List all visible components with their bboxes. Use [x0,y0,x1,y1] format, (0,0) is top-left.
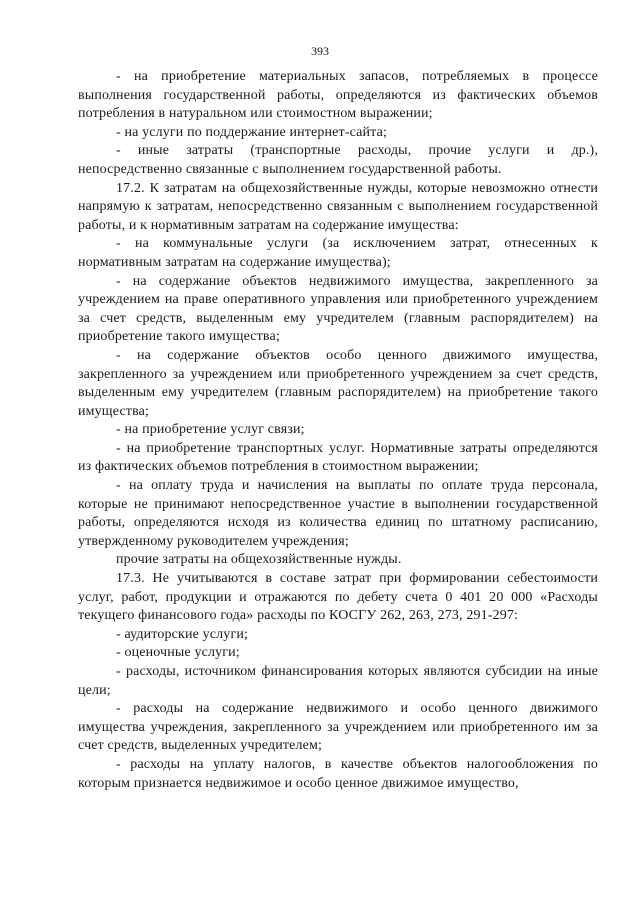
paragraph: - расходы, источником финансирования которых являются субсидии на иные цели; [78,664,598,698]
paragraph: 17.3. Не учитываются в составе затрат при формировании себестоимости услуг, работ, продукции и отражаются по дебету счета 0 401 20 000 «Расходы текущего финансового года» расходы по КОСГУ 262, 263, 273, 291-297: [78,571,598,624]
paragraph: прочие затраты на общехозяйственные нужды. [116,552,402,568]
paragraph: - оценочные услуги; [116,645,240,661]
paragraph: - иные затраты (транспортные расходы, прочие услуги и др.), непосредственно связанные с выполнением государственной работы. [78,143,598,177]
paragraph: - расходы на уплату налогов, в качестве объектов налогообложения по которым признается недвижимое и особо ценное движимое имущество, [78,756,598,791]
document-body [78,68,598,793]
paragraph: 17.2. К затратам на общехозяйственные нужды, которые невозможно отнести напрямую к затратам, непосредственно связанным с выполнением государственной работы, и к нормативным затратам на содержание имущества: [78,180,598,233]
paragraph: - на содержание объектов особо ценного движимого имущества, закрепленного за учреждением или приобретенного учреждением за счет средств, выделенным ему учредителем (главным распорядителем) на приобретение такого имущества; [78,347,598,419]
paragraph: - на приобретение материальных запасов, потребляемых в процессе выполнения государственной работы, определяются из фактических объемов потребления в натуральном или стоимостном выражении; [78,69,598,122]
paragraph: - на оплату труда и начисления на выплаты по оплате труда персонала, которые не принимают непосредственное участие в выполнении государственной работы, определяются исходя из количества единиц по штатному расписанию, утвержденному руководителем учреждения; [78,478,598,549]
page-number: 393 [311,44,329,58]
paragraph: - на коммунальные услуги (за исключением затрат, отнесенных к нормативным затратам на содержание имущества); [78,236,598,270]
paragraph: - расходы на содержание недвижимого и особо ценного движимого имущества учреждения, закрепленного за учреждением или приобретенного им за счет средств, выделенных учредителем; [78,701,598,754]
paragraph: - аудиторские услуги; [116,626,249,642]
paragraph: - на приобретение услуг связи; [116,422,305,438]
paragraph: - на услуги по поддержание интернет-сайта; [116,124,388,140]
paragraph: - на содержание объектов недвижимого имущества, закрепленного за учреждением на праве оперативного управления или приобретенного учреждением за счет средств, выделенным ему учредителем (главным распорядителем) на приобретение такого имущества; [78,273,598,345]
paragraph: - на приобретение транспортных услуг. Нормативные затраты определяются из фактических объемов потребления в стоимостном выражении; [78,440,598,475]
